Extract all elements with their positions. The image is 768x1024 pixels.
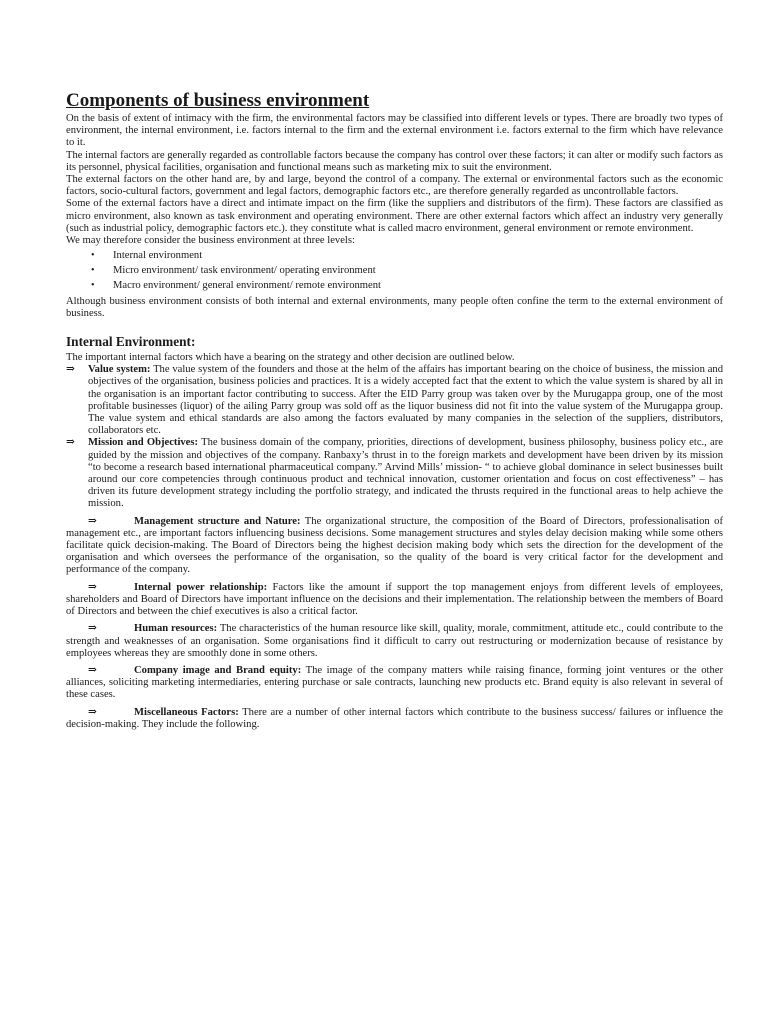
bullet-icon: •: [91, 265, 95, 277]
bullet-icon: •: [91, 279, 95, 291]
arrow-icon: ⇒: [88, 623, 97, 635]
arrow-icon: ⇒: [66, 364, 75, 376]
factor-label: Value system:: [88, 364, 151, 376]
intro-paragraph-3: The external factors on the other hand are, by and large, beyond the control of a company. The external or environmental factors such as the economic factors, socio-cultural factors, government and legal factors, demographic factors etc., are therefore generally regarded as uncontrollable factors.: [66, 174, 723, 198]
factor-management-structure: [66, 516, 723, 577]
factor-text: The value system of the founders and those at the helm of the affairs has important bearing on the choice of business, the mission and objectives of the organisation, business policies and practices. It is a widely accepted fact that the extent to which the value system is shared by all in the organisation is an important factor contributing to success. After the EID Parry group was taken over by the Murugappa group, one of the most profitable businesses (liquor) of the ailing Parry group was sold off as the liquor business did not fit into the value system of the Murugappa group. The value system and ethical standards are also among the factors evaluated by many companies in the selection of the suppliers, distributors, collaborators etc.: [88, 364, 723, 437]
factor-text: The image of the company matters while raising finance, forming joint ventures or the other alliances, soliciting marketing intermediaries, entering purchase or sale contracts, launching new products etc. Brand equity is also relevant in several of these cases.: [66, 664, 723, 701]
factor-mission-and-objectives: [66, 437, 723, 510]
list-item-text: Macro environment/ general environment/ remote environment: [113, 279, 381, 291]
page-title: Components of business environment: [66, 90, 370, 111]
intro-paragraph-2: The internal factors are generally regarded as controllable factors because the company has control over these factors; it can alter or modify such factors as its personnel, physical facilities, organisation and functional means such as marketing mix to suit the environment.: [66, 149, 723, 173]
factor-miscellaneous: [66, 707, 723, 731]
intro-paragraph-4: Some of the external factors have a direct and intimate impact on the firm (like the suppliers and distributors of the firm). These factors are classified as micro environment, also known as task environment and operating environment. There are other external factors which affect an industry very generally (such as industrial policy, demographic factors etc.). they constitute what is called macro environment, general environment or remote environment.: [66, 198, 723, 234]
section-heading-internal-environment: Internal Environment:: [66, 334, 196, 350]
arrow-icon: ⇒: [88, 581, 97, 593]
factor-company-image: [66, 665, 723, 702]
document-page: [66, 90, 723, 731]
environment-levels-list: [66, 249, 723, 293]
list-item: [91, 249, 723, 264]
list-item-text: Micro environment/ task environment/ operating environment: [113, 265, 376, 277]
list-item-text: Internal environment: [113, 250, 203, 262]
arrow-icon: ⇒: [88, 664, 97, 676]
section-lead: The important internal factors which have a bearing on the strategy and other decision are outlined below.: [66, 352, 515, 364]
factor-label: Internal power relationship:: [134, 581, 268, 593]
factor-text: The organizational structure, the composition of the Board of Directors, professionalisation of management etc., are important factors influencing business decisions. Some management structures and styles delay decision making while some others facilitate quick decision-making. The Board of Directors being the highest decision making body which sets the direction for the development of the organisation and which oversees the performance of the organisation, so the quality of the board is very critical factor for the development and performance of the company.: [66, 515, 723, 576]
factor-value-system: [66, 364, 723, 437]
factor-label: Management structure and Nature:: [134, 515, 301, 527]
arrow-icon: ⇒: [88, 706, 97, 718]
factor-text: The characteristics of the human resource like skill, quality, morale, commitment, attitude etc., could contribute to the strength and weaknesses of an organisation. Some organisations find it difficult to carry out restructuring or modernization because of resistance by employees whereas they are smoothly done in some others.: [66, 623, 723, 659]
intro-paragraph-5: We may therefore consider the business environment at three levels:: [66, 235, 355, 247]
list-item: [91, 264, 723, 279]
factor-label: Human resources:: [134, 623, 218, 635]
factor-text: There are a number of other internal factors which contribute to the business success/ failures or influence the decision-making. They include the following.: [66, 706, 723, 730]
arrow-icon: ⇒: [88, 515, 97, 527]
list-item: [91, 279, 723, 294]
factor-label: Miscellaneous Factors:: [134, 706, 239, 718]
factor-text: The business domain of the company, priorities, directions of development, business philosophy, business policy etc., are guided by the mission and objectives of the company. Ranbaxy’s thrust in to the foreign markets and development have been driven by its mission “to become a research based international pharmaceutical company.” Arvind Mills’ mission- “ to achieve global dominance in select businesses built around our core competencies through continuous product and technical innovation, customer orientation and focus on cost effectiveness” – has driven its future development strategy including the portfolio strategy, and indicated the thrusts required in the functional areas to help achieve the mission.: [88, 437, 723, 510]
factor-text: Factors like the amount if support the top management enjoys from different levels of employees, shareholders and Board of Directors have important influence on the decisions and their implementation. The relationship between the members of Board of Directors and between the chief executives is also a critical factor.: [66, 581, 723, 618]
factor-human-resources: [66, 623, 723, 660]
factor-internal-power-relationship: [66, 582, 723, 619]
arrow-icon: ⇒: [66, 437, 75, 449]
intro-paragraph-1: On the basis of extent of intimacy with the firm, the environmental factors may be classified into different levels or types. There are broadly two types of environment, the internal environment, i.e. factors internal to the firm and the external environment i.e. factors external to the firm which have relevance to it.: [66, 113, 723, 149]
factor-label: Company image and Brand equity:: [134, 664, 302, 676]
intro-paragraph-6: Although business environment consists of both internal and external environments, many people often confine the term to the external environment of business.: [66, 295, 723, 319]
factor-label: Mission and Objectives:: [88, 437, 199, 449]
bullet-icon: •: [91, 250, 95, 262]
